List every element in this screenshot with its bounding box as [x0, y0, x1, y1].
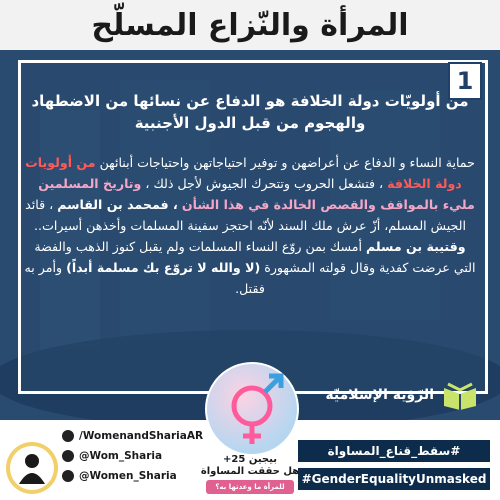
twitter-icon	[62, 450, 74, 462]
brand-label: الرّؤية الإسلاميّة	[325, 387, 434, 403]
social-text-instagram: @Women_Sharia	[79, 470, 177, 482]
hashtag-arabic-label: #سقط_قناع_المساواة	[327, 444, 461, 458]
social-text-facebook: /WomenandShariaAR	[79, 430, 204, 442]
badge-line2: هل حققت المساواة	[200, 466, 300, 477]
body-p7: وأمر به فقتل.	[24, 260, 265, 296]
badge-sub-text: للمرأة ما وعدتها به؟	[215, 483, 285, 491]
body-p5: وقتيبة بن مسلم	[366, 239, 466, 254]
body-highlight-1: من أولويات دولة الخلافة	[25, 155, 462, 191]
beijing-badge	[200, 362, 300, 500]
number-label: 1	[456, 67, 474, 95]
hashtag-english[interactable]	[298, 468, 490, 490]
badge-title	[200, 454, 300, 478]
body-text	[22, 152, 478, 299]
hashtag-arabic[interactable]	[298, 440, 490, 462]
body-p3: ، فمحمد بن القاسم	[57, 197, 178, 212]
social-link-instagram[interactable]	[62, 466, 202, 486]
social-link-facebook[interactable]	[62, 426, 202, 446]
body-p1: حماية النساء و الدفاع عن أعراضهن و توفير احتياجاتهن واحتياجات أبنائهن	[99, 155, 475, 170]
title-bar	[0, 0, 500, 50]
hashtag-english-label: #GenderEqualityUnmasked	[301, 472, 487, 486]
badge-subtitle	[206, 480, 294, 494]
body-highlight-3: (لا والله لا تروّع بك مسلمة أبداً)	[66, 260, 261, 275]
brand	[325, 380, 480, 410]
quran-icon	[440, 380, 480, 410]
facebook-icon	[62, 430, 74, 442]
social-link-twitter[interactable]	[62, 446, 202, 466]
women-sharia-logo	[4, 440, 60, 496]
social-text-twitter: @Wom_Sharia	[79, 450, 163, 462]
headline: من أولويّات دولة الخلافة هو الدفاع عن نسائها من الاضطهاد والهجوم من قبل الدول الأجنبية	[31, 92, 469, 132]
social-links	[62, 426, 202, 486]
body-p4: ، قائد الجيش المسلم، أزّ عرش ملك السند لأنّه احتجز سفينة المسلمات وأخذهن أسيرات..	[25, 197, 466, 233]
badge-title-text: بيجين 25+	[223, 454, 277, 465]
page-title: المرأة والنّزاع المسلّح	[91, 8, 409, 43]
hashtags	[298, 440, 490, 496]
body-p6: أمسك بمن روّع النساء المسلمات ولم يقبل كنوز الذهب والفضة التي عرضت كفدية وقال قولته المشهورة	[34, 239, 476, 275]
body-highlight-2: وتاريخ المسلمين مليء بالمواقف والقصص الخالدة في هذا الشأن	[38, 176, 475, 212]
body-p2: ، فتشعل الحروب وتتحرك الجيوش لأجل ذلك ،	[145, 176, 384, 191]
instagram-icon	[62, 470, 74, 482]
gender-symbol-icon	[205, 362, 299, 456]
